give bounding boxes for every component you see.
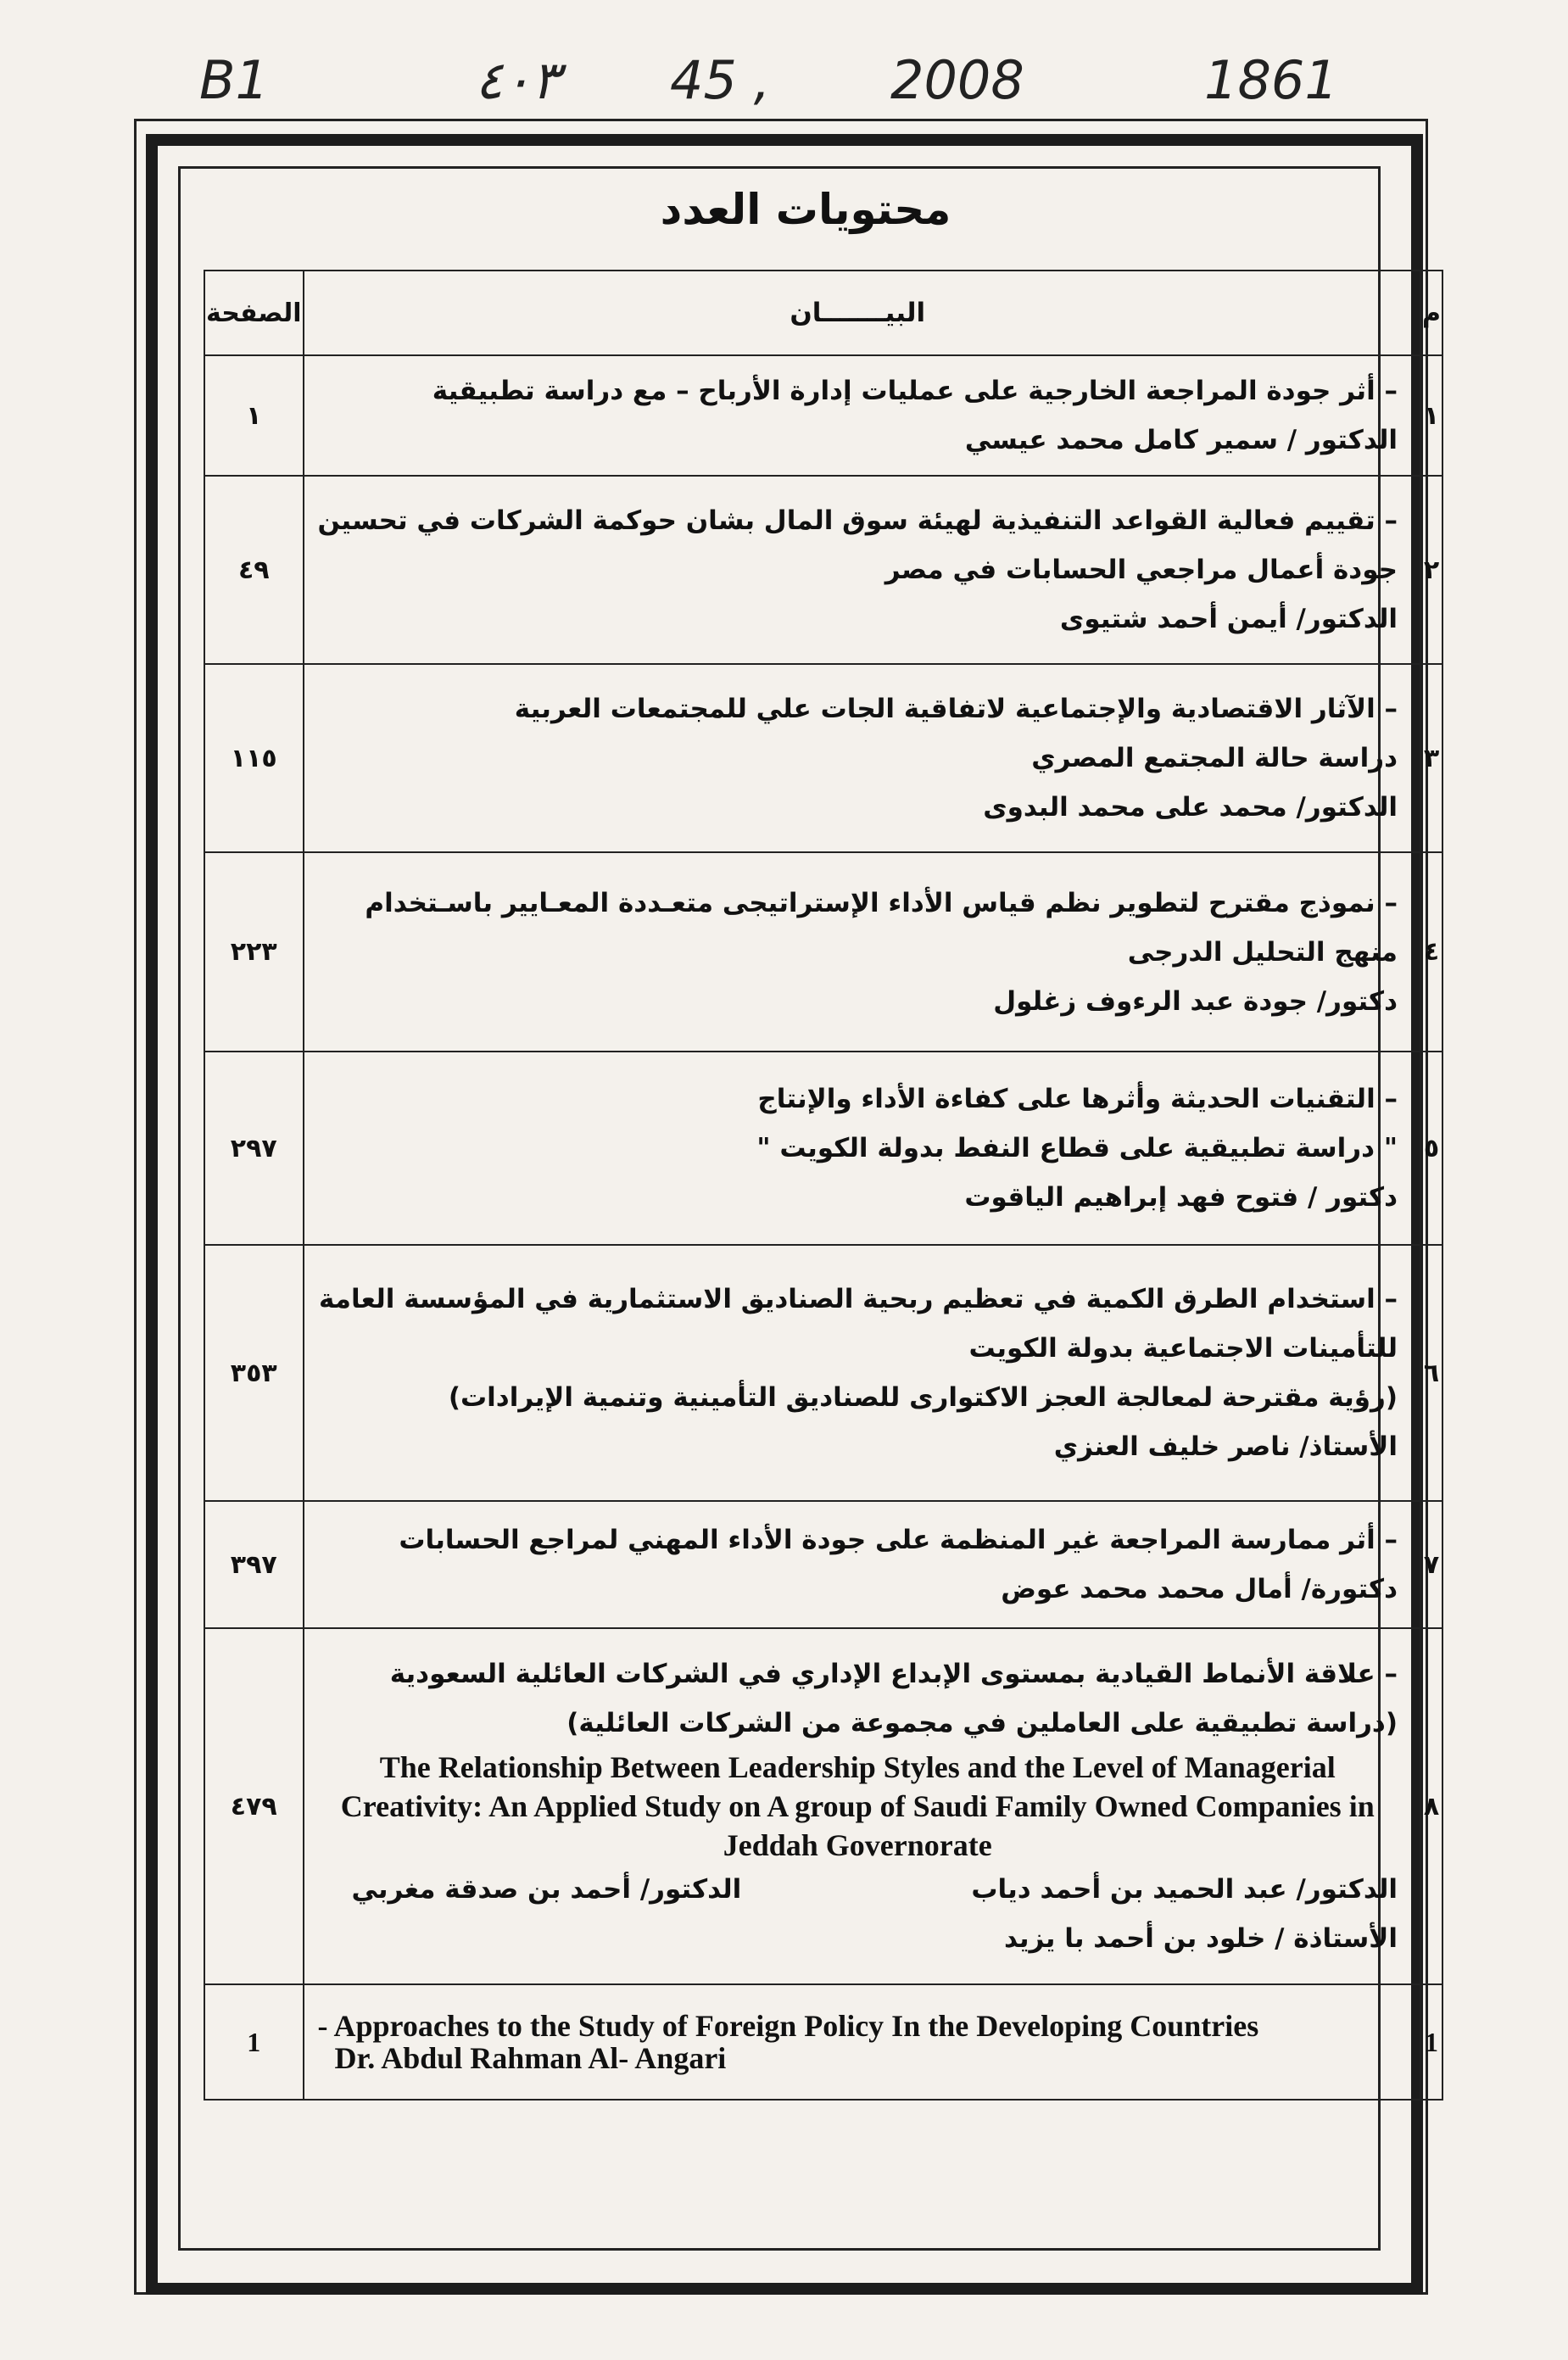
table-row [204, 1245, 1442, 1501]
entry-number: ١ [1420, 355, 1442, 476]
entry-line: جودة أعمال مراجعي الحسابات في مصر [884, 555, 1398, 585]
entry-page: ٤٧٩ [204, 1628, 304, 1984]
column-header-number: م [1420, 271, 1442, 355]
entry-author: الأستاذة / خلود بن أحمد با يزيد [1003, 1923, 1398, 1954]
entry-author: الدكتور/ أحمد بن صدقة مغربي [351, 1874, 742, 1905]
entry-number: ٢ [1420, 476, 1442, 664]
entry-author: دكتور / فتوح فهد إبراهيم الياقوت [964, 1182, 1398, 1213]
entry-author: الدكتور/ أيمن أحمد شتيوى [1059, 604, 1398, 634]
table-row [204, 1628, 1442, 1984]
entry-page: ٢٩٧ [204, 1052, 304, 1245]
page-title: محتويات العدد [660, 185, 951, 234]
entry-statement [304, 852, 1420, 1052]
entry-page: ٤٩ [204, 476, 304, 664]
entry-line: – نموذج مقترح لتطوير نظم قياس الأداء الإستراتيجى متعـددة المعـايير باسـتخدام [365, 887, 1398, 918]
handwritten-mark: 45 , [670, 49, 771, 111]
table-row [204, 852, 1442, 1052]
table-row [204, 476, 1442, 664]
entry-author: دكتور/ جودة عبد الرءوف زغلول [993, 985, 1398, 1017]
entry-author: الدكتور/ عبد الحميد بن أحمد دياب [971, 1874, 1398, 1905]
entry-line: – أثر جودة المراجعة الخارجية على عمليات إدارة الأرباح – مع دراسة تطبيقية [432, 376, 1398, 406]
entry-author: دكتورة/ أمال محمد محمد عوض [1001, 1574, 1398, 1604]
entry-author: Dr. Abdul Rahman Al- Angari [334, 2041, 727, 2075]
entry-page: ١ [204, 355, 304, 476]
entry-page: ٢٢٣ [204, 852, 304, 1052]
column-header-page: الصفحة [204, 271, 304, 355]
entry-line: – التقنيات الحديثة وأثرها على كفاءة الأداء والإنتاج [757, 1084, 1398, 1114]
entry-page: 1 [204, 1984, 304, 2100]
entry-line: – تقييم فعالية القواعد التنفيذية لهيئة سوق المال بشان حوكمة الشركات في تحسين [317, 505, 1398, 536]
entry-number: ٨ [1420, 1628, 1442, 1984]
entry-page: ٣٥٣ [204, 1245, 304, 1501]
entry-statement [304, 476, 1420, 664]
entry-number: 1 [1420, 1984, 1442, 2100]
entry-number: ٣ [1420, 664, 1442, 852]
entry-line: (دراسة تطبيقية على العاملين في مجموعة من الشركات العائلية) [566, 1708, 1398, 1738]
entry-statement [304, 1628, 1420, 1984]
entry-statement [304, 664, 1420, 852]
entry-statement [304, 355, 1420, 476]
entry-statement [304, 1052, 1420, 1245]
entry-number: ٤ [1420, 852, 1442, 1052]
handwritten-mark: 2008 [890, 49, 1024, 111]
entry-english-title: The Relationship Between Leadership Styles and the Level of Managerial Creativity: An Applied Study on A group of Saudi Family Owned Companies in Jeddah Governorate [340, 1750, 1375, 1862]
table-row [204, 1984, 1442, 2100]
table-row [204, 664, 1442, 852]
entry-line: للتأمينات الاجتماعية بدولة الكويت [968, 1333, 1398, 1364]
column-header-statement: البيـــــــان [304, 271, 1420, 355]
entry-number: ٦ [1420, 1245, 1442, 1501]
entry-author: الأستاذ/ ناصر خليف العنزي [1053, 1431, 1398, 1462]
entry-line: منهج التحليل الدرجى [1127, 936, 1398, 968]
entry-line: – أثر ممارسة المراجعة غير المنظمة على جودة الأداء المهني لمراجع الحسابات [399, 1525, 1398, 1555]
entry-line: – علاقة الأنماط القيادية بمستوى الإبداع الإداري في الشركات العائلية السعودية [389, 1659, 1398, 1689]
entry-author: الدكتور/ محمد على محمد البدوى [983, 792, 1398, 823]
handwritten-mark: 1861 [1204, 49, 1338, 111]
entry-line: " دراسة تطبيقية على قطاع النفط بدولة الكويت " [756, 1133, 1398, 1163]
entry-english-title: - Approaches to the Study of Foreign Policy In the Developing Countries [317, 2009, 1259, 2043]
handwritten-header-marks [0, 32, 1568, 126]
table-header-row [204, 271, 1442, 355]
contents-table [204, 270, 1443, 2101]
entry-statement [304, 1984, 1420, 2100]
entry-statement [304, 1501, 1420, 1628]
entry-line: – الآثار الاقتصادية والإجتماعية لاتفاقية الجات علي للمجتمعات العربية [514, 694, 1398, 724]
table-row [204, 1501, 1442, 1628]
table-row [204, 1052, 1442, 1245]
entry-statement [304, 1245, 1420, 1501]
entry-page: ١١٥ [204, 664, 304, 852]
entry-line: (رؤية مقترحة لمعالجة العجز الاكتوارى للصناديق التأمينية وتنمية الإيرادات) [448, 1382, 1398, 1413]
entry-number: ٥ [1420, 1052, 1442, 1245]
entry-author: الدكتور / سمير كامل محمد عيسي [964, 425, 1398, 455]
handwritten-mark: ٤٠٣ [475, 49, 560, 111]
entry-number: ٧ [1420, 1501, 1442, 1628]
entry-line: – استخدام الطرق الكمية في تعظيم ربحية الصناديق الاستثمارية في المؤسسة العامة [319, 1284, 1398, 1314]
handwritten-mark: B1 [199, 49, 269, 111]
entry-line: دراسة حالة المجتمع المصري [1031, 743, 1398, 773]
entry-page: ٣٩٧ [204, 1501, 304, 1628]
entry-authors-row [318, 1865, 1398, 1914]
table-row [204, 355, 1442, 476]
